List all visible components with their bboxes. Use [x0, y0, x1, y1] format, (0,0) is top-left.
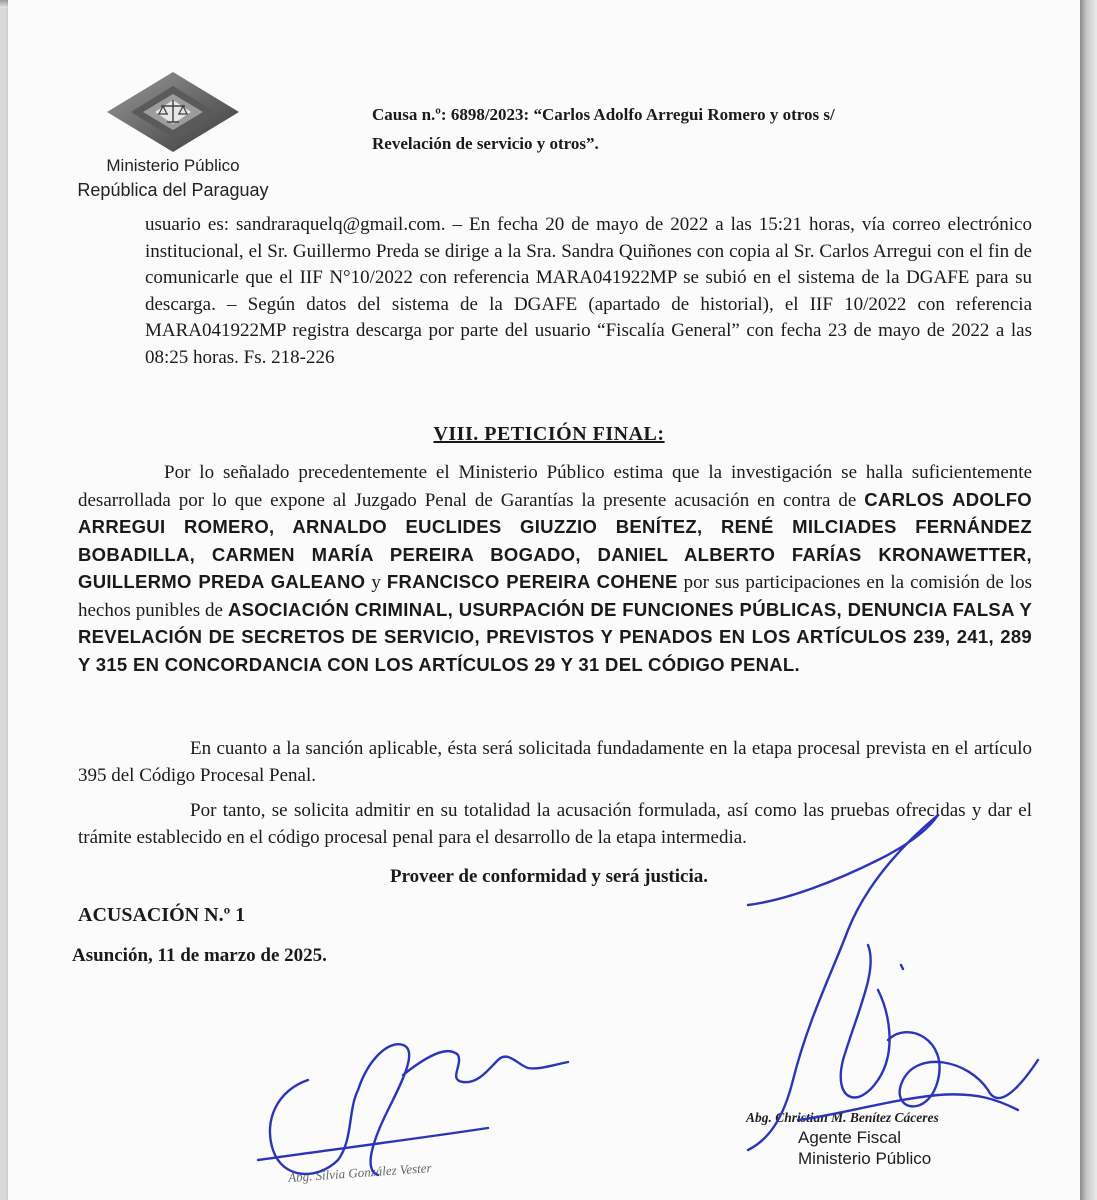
accused-names: CARLOS ADOLFO ARREGUI ROMERO, ARNALDO EUCLIDES GIUZZIO BENÍTEZ, RENÉ MILCIADES FERNÁNDEZ BOBADILLA, CARMEN MARÍA PEREIRA BOGADO, DANIEL ALBERTO FARÍAS KRONAWETTER, GUILLERMO PREDA GALEANO: [78, 488, 1032, 592]
ministerio-emblem-icon: [103, 70, 243, 154]
section-heading: VIII. PETICIÓN FINAL:: [433, 423, 665, 445]
paragraph-continuation: usuario es: sandraraquelq@gmail.com. – En fecha 20 de mayo de 2022 a las 15:21 horas, vía correo electrónico institucional, el Sr. Guillermo Preda se dirige a la Sra. Sandra Quiñones con copia al Sr. Carlos Arregui con el fin de comunicarle que el IIF N°10/2022 con referencia MARA041922MP se subió en el sistema de la DGAFE para su descarga. – Según datos del sistema de la DGAFE (apartado de historial), el IIF 10/2022 con referencia MARA041922MP registra descarga por parte del usuario “Fiscalía General” con fecha 23 de mayo de 2022 a las 08:25 horas. Fs. 218-226: [145, 214, 1032, 368]
logo-organization: Ministerio Público: [106, 156, 240, 175]
document-date: Asunción, 11 de marzo de 2025.: [72, 945, 327, 966]
signatory-name: Abg. Christian M. Benítez Cáceres: [746, 1110, 939, 1125]
scan-right-edge: [1080, 0, 1097, 1200]
ministerio-logo: [58, 70, 288, 201]
conjunction-y: y: [365, 572, 387, 593]
paragraph-por-tanto: Por tanto, se solicita admitir en su totalidad la acusación formulada, así como las pruebas ofrecidas y dar el trámite establecido en el código procesal penal para el desarrollo de la etapa intermedia.: [78, 800, 1032, 848]
signature-left-main: [270, 1044, 409, 1175]
acusacion-number: ACUSACIÓN N.º 1: [78, 904, 246, 926]
signature-right-loop: [888, 1032, 1038, 1106]
signatory-institution: Ministerio Público: [798, 1149, 932, 1168]
signature-right-j-stroke: [841, 945, 890, 1097]
causa-line-1: Causa n.º: 6898/2023: “Carlos Adolfo Arregui Romero y otros s/: [372, 105, 835, 124]
signatory-role: Agente Fiscal: [798, 1128, 901, 1147]
signature-left-flourish: [403, 1051, 568, 1082]
causa-reference: [372, 100, 1012, 158]
crimes-list: ASOCIACIÓN CRIMINAL, USURPACIÓN DE FUNCIONES PÚBLICAS, DENUNCIA FALSA Y REVELACIÓN DE SECRETOS DE SERVICIO, PREVISTOS Y PENADOS EN LOS ARTÍCULOS 239, 241, 289 Y 315 EN CONCORDANCIA CON LOS ARTÍCULOS 29 Y 31 DEL CÓDIGO PENAL.: [78, 598, 1032, 675]
closing-formula: Proveer de conformidad y será justicia.: [389, 866, 709, 887]
peticion-intro: Por lo señalado precedentemente el Ministerio Público estima que la investigación se halla suficientemente desarrollada por lo que expone al Juzgado Penal de Garantías la presente acusación en contra de: [78, 462, 1032, 511]
left-signatory-name: Abg. Silvia González Vester: [287, 1160, 433, 1185]
paragraph-peticion: [78, 460, 1032, 679]
document-page: [8, 0, 1090, 1200]
causa-line-2: Revelación de servicio y otros”.: [372, 134, 599, 153]
signature-left-underline: [258, 1128, 488, 1160]
logo-country: República del Paraguay: [77, 180, 269, 200]
signatory-role-block: [798, 1127, 931, 1169]
signature-right-dot: [901, 965, 903, 969]
peticion-middle: por sus participaciones en la comisión de los hechos punibles de: [78, 572, 1032, 621]
paragraph-sancion: En cuanto a la sanción aplicable, ésta será solicitada fundadamente en la etapa procesal prevista en el artículo 395 del Código Procesal Penal.: [78, 738, 1032, 786]
accused-name-last: FRANCISCO PEREIRA COHENE: [386, 571, 678, 592]
